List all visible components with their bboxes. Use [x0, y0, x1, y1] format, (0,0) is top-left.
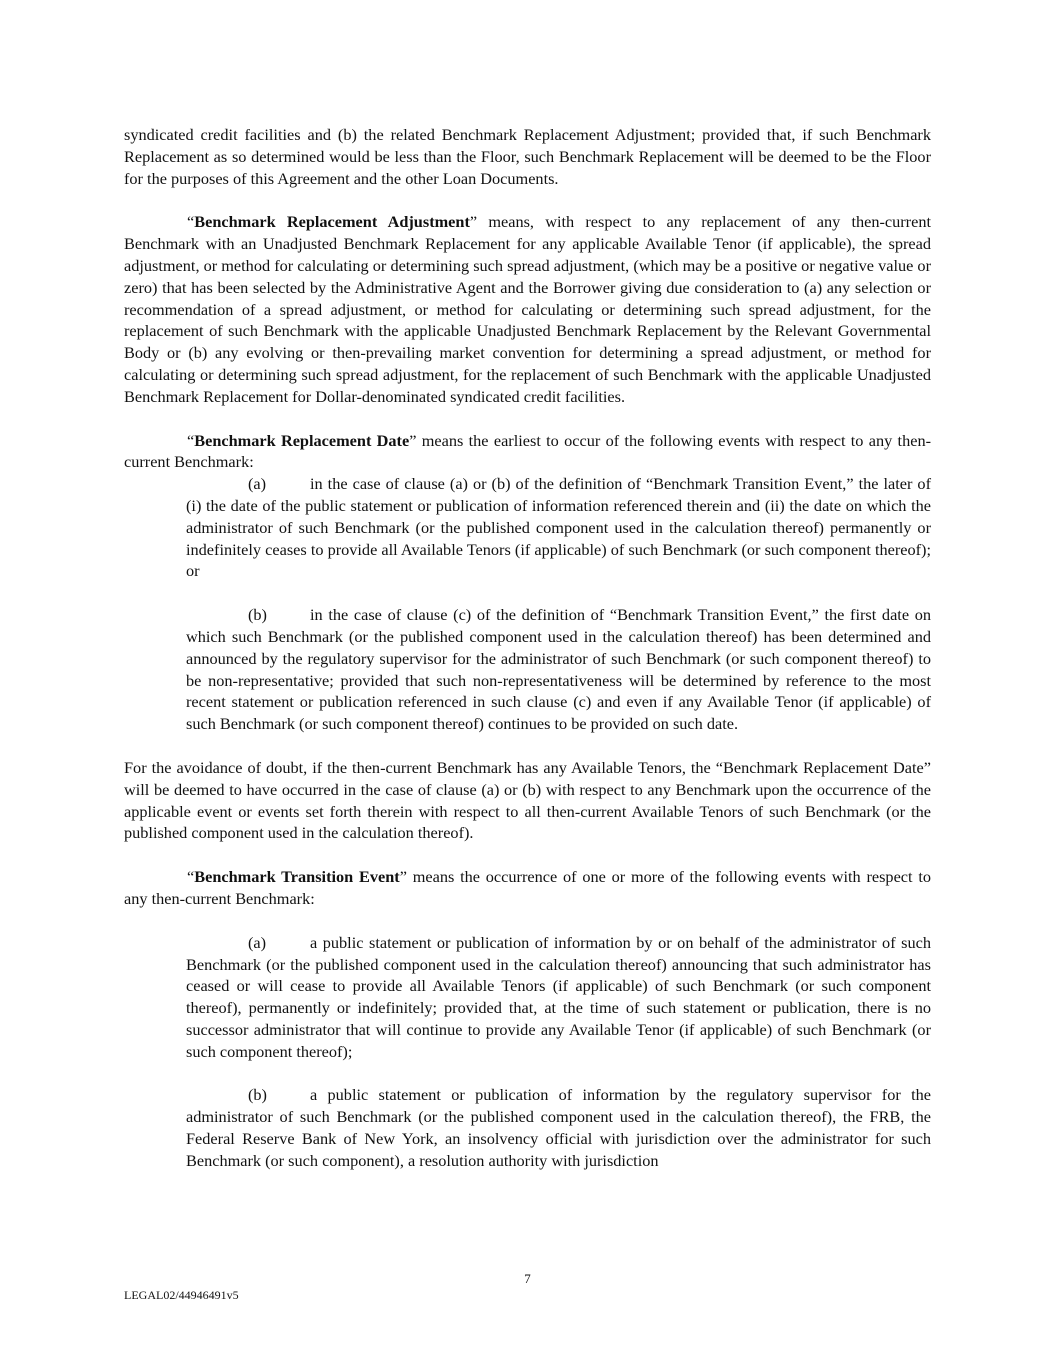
- paragraph-intro-continuation: syndicated credit facilities and (b) the related Benchmark Replacement Adjustment; provided that, if such Benchmark Replacement as so determined would be less than the Floor, such Benchmark Replacement will be deemed to be the Floor for the purposes of this Agreement and the other Loan Documents.: [124, 125, 931, 188]
- definition-benchmark-replacement-date: “Benchmark Replacement Date” means the earliest to occur of the following events with respect to any then-current Benchmark:: [124, 430, 932, 472]
- clause-label: (a): [248, 932, 267, 952]
- defined-term: Benchmark Transition Event: [194, 867, 400, 887]
- clause-label: (b): [248, 1085, 267, 1105]
- defined-term: Benchmark Replacement Date: [194, 430, 410, 450]
- clause-a-replacement-date: (a) in the case of clause (a) or (b) of the definition of “Benchmark Transition Event,” the later of (i) the date of the public statement or publication of information referenced therein and (ii) the date on which the administrator of such Benchmark (or the published component used in the calculation thereof) permanently or indefinitely ceases to provide all Available Tenors (if applicable) of such Benchmark (or such component thereof); or: [186, 474, 931, 581]
- clause-a-transition-event: (a) a public statement or publication of information by or on behalf of the administrator of such Benchmark (or the published component used in the calculation thereof) announcing that such administrator has ceased or will cease to provide all Available Tenors (if applicable) of such Benchmark (or such component thereof), permanently or indefinitely; provided that, at the time of such statement or publication, there is no successor administrator that will continue to provide any Available Tenor (if applicable) of such Benchmark (or such component thereof);: [186, 932, 931, 1061]
- document-id: LEGAL02/44946491v5: [124, 1288, 239, 1302]
- clause-label: (a): [248, 474, 267, 494]
- page-number: 7: [524, 1271, 531, 1286]
- clause-b-replacement-date: (b) in the case of clause (c) of the definition of “Benchmark Transition Event,” the first date on which such Benchmark (or the published component used in the calculation thereof) has been determined and announced by the regulatory supervisor for the administrator of such Benchmark (or such component thereof) to be non-representative; provided that such non-representativeness will be determined by reference to the most recent statement or publication referenced in such clause (c) and even if any Available Tenor (if applicable) of such Benchmark (or such component thereof) continues to be provided on such date.: [186, 605, 931, 734]
- clause-b-transition-event: (b) a public statement or publication of information by the regulatory supervisor for the administrator of such Benchmark (or the published component used in the calculation thereof), the FRB, the Federal Reserve Bank of New York, an insolvency official with jurisdiction over the administrator for such Benchmark (or such component), a resolution authority with jurisdiction: [186, 1085, 931, 1170]
- paragraph-avoidance-of-doubt: For the avoidance of doubt, if the then-current Benchmark has any Available Tenors, the “Benchmark Replacement Date” will be deemed to have occurred in the case of clause (a) or (b) with respect to any Benchmark upon the occurrence of the applicable event or events set forth therein with respect to all then-current Available Tenors of such Benchmark (or the published component used in the calculation thereof).: [124, 757, 931, 843]
- defined-term: Benchmark Replacement Adjustment: [194, 212, 470, 232]
- definition-benchmark-transition-event: “Benchmark Transition Event” means the occurrence of one or more of the following events with respect to any then-current Benchmark:: [124, 867, 931, 908]
- definition-benchmark-replacement-adjustment: “Benchmark Replacement Adjustment” means, with respect to any replacement of any then-current Benchmark with an Unadjusted Benchmark Replacement for any applicable Available Tenor (if applicable), the spread adjustment, or method for calculating or determining such spread adjustment, (which may be a positive or negative value or zero) that has been selected by the Administrative Agent and the Borrower giving due consideration to (a) any selection or recommendation of a spread adjustment, or method for calculating or determining such spread adjustment, for the replacement of such Benchmark with the applicable Unadjusted Benchmark Replacement by the Relevant Governmental Body or (b) any evolving or then-prevailing market convention for determining a spread adjustment, or method for calculating or determining such spread adjustment, for the replacement of such Benchmark with the applicable Unadjusted Benchmark Replacement for Dollar-denominated syndicated credit facilities.: [124, 212, 931, 406]
- clause-label: (b): [248, 605, 267, 625]
- document-page: [124, 124, 931, 1172]
